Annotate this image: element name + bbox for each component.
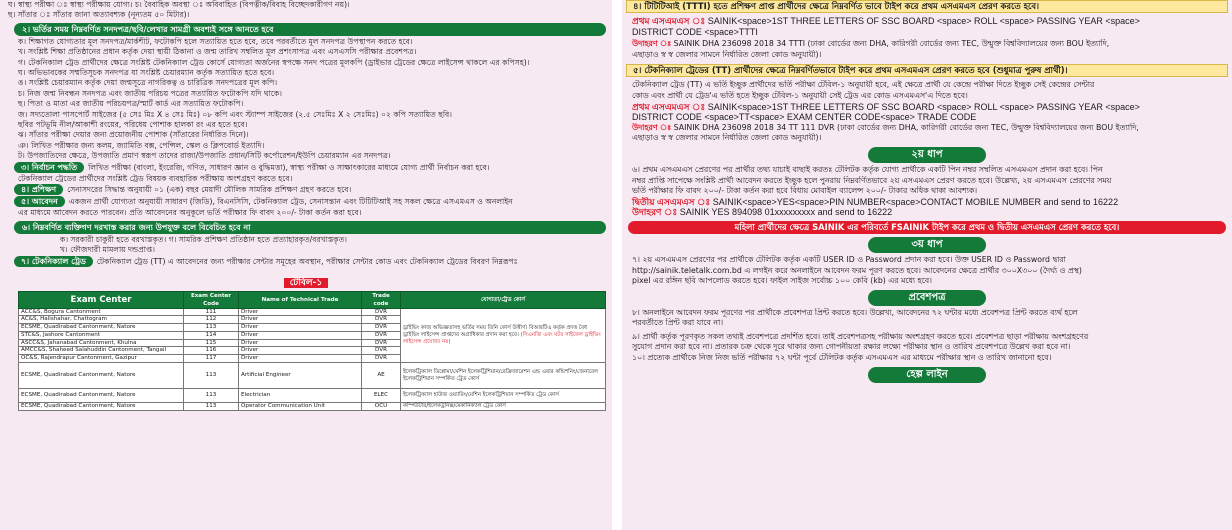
tt-example-line [622, 123, 1232, 134]
cell-trade: Artificial Engineer [239, 363, 362, 389]
eligibility-swimming-line: ছ। সাঁতার ঃ সাঁতার জানা অত্যাবশ্যক (নূন্যতম ৫০ মিটার)। [8, 10, 190, 20]
cell-trade-code: OCU [362, 403, 401, 411]
list-item: ক। শিক্ষাগত যোগ্যতার মূল সনদপত্র/মার্কশীট, ফটোকপি হলে সত্যায়িত হতে হবে, তবে পরবর্তীতে মূল সনদপত্র উপস্থাপন করতে হবে। [18, 36, 413, 46]
second-sms-format: SAINIK<space>YES<space>PIN NUMBER<space>CONTACT MOBILE NUMBER and send to 16222 [712, 196, 1119, 207]
documents-section-title: ২। ভর্তির সময় নিম্নবর্ণিত সনদপত্র/ছবি/লেখার সামগ্রী অবশ্যই সঙ্গে আনতে হবে [14, 23, 606, 36]
cell-center: AMCC&S, Shaheed Salahuddin Cantonment, Tangail [19, 347, 184, 355]
selection-process-row [14, 162, 612, 174]
list-item: ঝ। সাঁতার পরীক্ষা দেয়ার জন্য প্রয়োজনীয় পোশাক (সাঁতারের নির্ধারিত দিনে)। [18, 130, 249, 140]
technical-trade-label: ৭। টেকনিক্যাল ট্রেড [14, 256, 93, 267]
step-3-text: ৭। ২য় এসএমএস প্রেরণের পর প্রার্থীকে টেলিটক কর্তৃক একটি USER ID ও Password প্রদান করা হবে। উক্ত USER ID ও Password দ্বারা [632, 254, 1066, 264]
cell-center-code: 113 [184, 389, 239, 403]
table-row [19, 363, 606, 389]
cell-trade-code: DVR [362, 308, 401, 316]
list-item: ঞ। লিখিত পরীক্ষার জন্য কলম, জ্যামিতি বক্স, পেন্সিল, স্কেল ও ক্লিপবোর্ড ইত্যাদি। [18, 140, 265, 150]
cell-trade-code: DVR [362, 316, 401, 324]
female-candidates-notice: মহিলা প্রার্থীদের ক্ষেত্রে SAINIK এর পরিবর্তে FSAINIK টাইপ করে প্রথম ও দ্বিতীয় এসএমএস প্রেরণ করতে হবে। [628, 221, 1226, 234]
selection-process-text-2: টেকনিক্যাল ট্রেডের প্রার্থীদের সংশ্লিষ্ট ট্রেড বিষয়ক ব্যবহারিক পরীক্ষায় অংশগ্রহণ করতে হবে। [18, 173, 293, 183]
step-3-title: ৩য় ধাপ [868, 237, 986, 253]
list-item: খ। সংশ্লিষ্ট শিক্ষা প্রতিষ্ঠানের প্রধান কর্তৃক দেয়া স্থায়ী ঠিকানা ও জন্ম তারিখ সম্বলিত মূল প্রশংসাপত্র এবং এসএসসি পরীক্ষার প্রবেশপত্র। [18, 47, 417, 57]
admit-card-text: ৮। অনলাইনে আবেদন ফরম পূরণের পর প্রার্থীকে প্রবেশপত্র প্রিন্ট করতে হবে। উল্লেখ্য, আবেদনের ৭২ ঘন্টার মধ্যে প্রবেশপত্র প্রিন্ট করতে ব্যর্থ হলে [632, 307, 1078, 317]
tt-format: SAINIK<space>1ST THREE LETTERS OF SSC BOARD <space> ROLL <space> PASSING YEAR <space> [707, 101, 1140, 112]
technical-trade-row [14, 256, 612, 268]
step-2-text-2: নম্বর প্রাপ্তি সাপেক্ষে সংশ্লিষ্ট প্রার্থী আবেদন করতে ইচ্ছুক হলে পুনরায় নিম্নবর্ণিতভাবে ২য় এসএমএস প্রেরণ করতে হবে। উল্লেখ্য, ২য় এসএমএস প্রেরণের সময় [632, 175, 1112, 185]
cell-center: ECSME, Quadirabad Cantonment, Natore [19, 363, 184, 389]
column-gutter [612, 0, 622, 530]
cell-center: ECSME, Quadirabad Cantonment, Natore [19, 389, 184, 403]
table-row [19, 308, 606, 316]
driver-note-text: ড্রাইভিং কাজ অভিজ্ঞতাসহ ভর্তির সময় তিনি কোর্স উত্তীর্ণ। বিআরটিএ কর্তৃক প্রদত্ত বৈধ ড্রাইভিং লাইসেন্স প্রাপ্তদের অগ্রাধিকার প্রদান করা হবে। [403, 325, 587, 338]
list-item: ঘ। অভিভাবকের সম্মতিসূচক সনদপত্র যা সংশ্লিষ্ট চেয়ারম্যান কর্তৃক সত্যায়িত হতে হবে। [18, 68, 275, 78]
cell-trade-code: DVR [362, 324, 401, 332]
col-trade-code: Trade code [362, 291, 401, 308]
col-exam-center-code: Exam Center Code [184, 291, 239, 308]
table-row [19, 389, 606, 403]
list-item: খ। ফৌজদারী মামলায় দন্ডপ্রাপ্ত। [60, 245, 155, 254]
cell-center-code: 112 [184, 316, 239, 324]
ttti-example-line-2: এছাড়াও স্ব স্ব জেলার সামনে নির্ধারিত জেলা কোড অনুযায়ী)। [632, 49, 822, 59]
cell-center-code: 114 [184, 331, 239, 339]
selection-process-text: লিখিত পরীক্ষা (বাংলা, ইংরেজি, গণিত, সাধারণ জ্ঞান ও বুদ্ধিমত্তা), স্বাস্থ্য পরীক্ষা ও সাক্ষাৎকারের মাধ্যমে যোগ্য প্রার্থী নির্বাচন করা হবে। [88, 162, 490, 172]
cell-ae-note: ইলেকট্রিক্যাল ডিপ্লোমা/মেশিন ইলেকট্রিশিয়ান/রেফ্রিজারেশন এন্ড এয়ার কন্ডিশনিং/জেনারেল ইলেকট্রিশিয়ান সম্পর্কিত ট্রেড কোর্স [401, 363, 606, 389]
cell-trade-code: AE [362, 363, 401, 389]
cell-trade: Driver [239, 316, 362, 324]
cell-center: AC&S, Halishahar, Chattogram [19, 316, 184, 324]
cell-trade: Operator Communication Unit [239, 403, 362, 411]
step-3-text-2: http://sainik.teletalk.com.bd এ লগইন করে অনলাইনে আবেদন ফরম পূরণ করতে হবে। আবেদনের ক্ষেত্রে প্রার্থীর ৩০০X৩০০ (দৈর্ঘ্য ও প্রস্থ) [632, 265, 1082, 275]
selection-process-label: ৩। নির্বাচন পদ্ধতি [14, 162, 84, 173]
ineligible-section-title: ৬। নিম্নবর্ণিত ব্যক্তিগণ দরখাস্ত করার জন্য উপযুক্ত বলে বিবেচিত হবে না [14, 221, 606, 234]
tt-format-line-2: DISTRICT CODE <space>TT<space> EXAM CENTER CODE<space> TRADE CODE [632, 112, 977, 123]
cell-center-code: 115 [184, 339, 239, 347]
list-item: ঙ। সংশ্লিষ্ট চেয়ারম্যান কর্তৃক দেয়া জন্মসূত্রে নাগরিকত্ব ও চারিত্রিক সনদপত্রের মূল কপি। [18, 78, 278, 88]
cell-center-code: 113 [184, 324, 239, 332]
cell-trade: Driver [239, 324, 362, 332]
admit-card-text-4: সুযোগ প্রদান করা হবে না। প্রতারক চক্র থেকে দূরে থাকার জন্য গোপনীয়তা রক্ষার লক্ষ্যে পরীক্ষার স্থান ও তারিখ প্রবেশপত্রে উল্লেখ করা হবে না। [632, 342, 1071, 352]
left-column [0, 0, 612, 530]
list-item: চ। নিজ জন্ম নিবন্ধন সনদপত্র এবং জাতীয় পরিচয় পত্রের সত্যায়িত ফটোকপি যদি থাকে। [18, 88, 282, 98]
cell-trade: Driver [239, 347, 362, 355]
cell-center-code: 113 [184, 403, 239, 411]
second-sms-example: SAINIK YES 894098 01xxxxxxxxx and send to 16222 [679, 207, 893, 218]
cell-trade-code: DVR [362, 355, 401, 363]
list-item: ট। উপজাতিদের ক্ষেত্রে, উপজাতি প্রমাণ স্বরূপ তাদের রাজা/উপজাতি প্রধান/সিটি কর্পোরেশন/ইউপি চেয়ারম্যান এর সনদপত্র। [18, 151, 391, 161]
cell-trade: Electrician [239, 389, 362, 403]
cell-trade-code: DVR [362, 331, 401, 339]
technical-trade-text: টেকনিক্যাল ট্রেড (TT) এ আবেদনের জন্য পরীক্ষার সেন্টার সমূহের অবস্থান, পরীক্ষার সেন্টার কোড এবং টেকনিক্যাল ট্রেডের বিবরণ নিম্নরূপঃ [96, 256, 518, 266]
second-sms-label: দ্বিতীয় এসএমএস ঃ [632, 196, 711, 207]
cell-trade: Driver [239, 339, 362, 347]
cell-center: ECSME, Quadirabad Cantonment, Natore [19, 403, 184, 411]
driver-note-red-text: (সিএনজি এবং মটর সাইকেল ড্রাইভিং লাইসেন্স প্রযোজ্য নয়) [403, 331, 601, 345]
training-label: ৪। প্রশিক্ষণ [14, 184, 63, 195]
step-2-text: ৬। প্রথম এসএমএস প্রেরণের পর প্রার্থীর তথ্য যাচাই বাছাই করতঃ টেলিটক কর্তৃক যোগ্য প্রার্থীকে একটি পিন নম্বর সম্বলিত এসএমএস প্রদান করা হবে। পিন [632, 164, 1103, 174]
example-label: উদাহরণ ঃ [632, 39, 672, 49]
ttti-format: SAINIK<space>1ST THREE LETTERS OF SSC BOARD <space> ROLL <space> PASSING YEAR <space> [707, 16, 1140, 26]
application-text: একজন প্রার্থী যোগ্যতা অনুযায়ী সাধারণ (জিডি), বিএনসিসি, টেকনিক্যাল ট্রেড, সেনাসন্তান এবং টিটিটিআই সহ সকল ক্ষেত্রে এসএমএস ও অনলাইন [68, 197, 513, 207]
eligibility-health-line: ঘ। স্বাস্থ্য পরীক্ষা ঃ স্বাস্থ্য পরীক্ষায় যোগ্য। চ। বৈবাহিক অবস্থা ঃ অবিবাহিত (বিপত্নীক/বিবাহ বিচ্ছেদকারীগণ নয়)। [8, 0, 350, 9]
example-label: উদাহরণ ঃ [632, 122, 672, 132]
list-item: গ। টেকনিক্যাল ট্রেড প্রার্থীদের ক্ষেত্রে সংশ্লিষ্ট টেকনিক্যাল ট্রেড কোর্সে যোগ্যতা অর্জনের স্বপক্ষে সনদ পত্রের মূলকপি (ড্রাইভার ট্রেডের ক্ষেত্রে লাইসেন্স থাকলে এর কপিসহ)। [18, 57, 530, 67]
second-sms-example-line [622, 207, 1232, 218]
step-2-title: ২য় ধাপ [868, 147, 986, 163]
cell-center: ASCC&S, Jahanabad Cantonment, Khulna [19, 339, 184, 347]
admit-card-title: প্রবেশপত্র [868, 290, 986, 306]
admit-card-text-5: ১০। প্রত্যেক প্রার্থীকে নিজ নিজ ভর্তি পরীক্ষার ৭২ ঘন্টা পূর্বে টেলিটক কর্তৃক এসএমএস এর মাধ্যমে পরীক্ষার স্থান ও তারিখ জানানো হবে। [632, 353, 1052, 363]
cell-center-code: 116 [184, 347, 239, 355]
cell-center: ACC&S, Bogura Cantonment [19, 308, 184, 316]
ttti-format-line [622, 16, 1232, 27]
second-sms-line [622, 197, 1232, 208]
cell-driver-note [401, 308, 606, 363]
example-label: উদাহরণ ঃ [632, 207, 678, 218]
admit-card-text-3: ৯। প্রার্থী কর্তৃক পূরণকৃত সকল তথ্যই প্রবেশপত্রে প্রদর্শিত হবে। তাই প্রবেশপত্রসহ পরীক্ষায় অংশগ্রহণ করতে হবে। প্রবেশপত্র ছাড়া পরীক্ষায় অংশগ্রহণের [632, 331, 1089, 341]
table-row [19, 403, 606, 411]
helpline-title: হেল্প লাইন [868, 367, 986, 383]
ttti-format-line-2: DISTRICT CODE <space>TTTI [632, 26, 758, 37]
col-qualification: যোগ্যতা/ট্রেড কোর্স [401, 291, 606, 308]
tt-example-line-2: এছাড়াও স্ব স্ব জেলার সামনে নির্ধারিত জেলা কোড অনুযায়ী)। [632, 133, 822, 143]
cell-center: OC&S, Rajendrapur Cantonment, Gazipur [19, 355, 184, 363]
ttti-section-title: ৪। টিটিটিআই (TTTI) হতে প্রশিক্ষণ প্রাপ্ত প্রার্থীদের ক্ষেত্রে নিম্নবর্ণিত ভাবে টাইপ করে প্রথম এসএমএস প্রেরণ করতে হবে। [626, 0, 1228, 13]
application-row [14, 196, 612, 208]
col-technical-trade: Name of Technical Trade [239, 291, 362, 308]
list-item: জ। সদ্যতোলা পাসপোর্ট সাইজের (৫ সেঃ মিঃ X ৪ সেঃ মিঃ) ০৮ কপি এবং স্ট্যাম্প সাইজের (২.৫ সেঃমিঃ X ২ সেঃমিঃ) ০২ কপি সত্যায়িত ছবি। [18, 109, 452, 119]
col-exam-center: Exam Center [19, 291, 184, 308]
cell-trade: Driver [239, 308, 362, 316]
application-text-2: এর মাধ্যমে আবেদন করতে পারবেন। প্রতি আবেদনের অনুকূলে ভর্তি পরীক্ষার ফি বাবদ ২০০/- টাকা কর্তন করা হবে। [18, 208, 362, 218]
table-title [0, 270, 612, 290]
step-3-text-3: pixel এর রঙ্গিন ছবি আপলোড করতে হবে। ফাইল সাইজ সর্বোচ্চ ১০০ কেবি (kb) এর মধ্যে হবে। [632, 276, 932, 286]
tt-text-2: কোড এবং প্রার্থী যে ট্রেড'এ ভর্তি হতে ইচ্ছুক টেবিল-১ অনুযায়ী সেই ট্রেড এর কোড এসএমএস'এ দিতে হবে। [632, 90, 968, 100]
cell-trade-code: DVR [362, 347, 401, 355]
first-sms-label: প্রথম এসএমএস ঃ [632, 101, 706, 112]
table-title-badge: টেবিল-১ [284, 278, 328, 288]
training-text: সেনাসদরের সিদ্ধান্ত অনুযায়ী ০১ (এক) বছর মেয়াদী মৌলিক সামরিক প্রশিক্ষণ গ্রহণ করতে হবে। [67, 185, 352, 195]
ttti-example-line [622, 39, 1232, 50]
list-item: ছবির পটভূমি নীল/আকাশী রংয়ের, পরিধেয় পোশাক হালকা রং এর হতে হবে। [18, 120, 248, 130]
list-item: ছ। পিতা ও মাতা এর জাতীয় পরিচয়পত্র/স্মার্ট কার্ড এর সত্যায়িত ফটোকপি। [18, 99, 244, 109]
cell-center-code: 117 [184, 355, 239, 363]
cell-center-code: 113 [184, 363, 239, 389]
cell-trade-code: DVR [362, 339, 401, 347]
exam-center-table [18, 291, 606, 411]
cell-center-code: 111 [184, 308, 239, 316]
admit-card-text-2: পরবর্তীতে প্রিন্ট করা যাবে না। [632, 318, 724, 328]
tt-section-title: ৫। টেকনিক্যাল ট্রেডের (TT) প্রার্থীদের ক্ষেত্রে নিম্নবর্ণিতভাবে টাইপ করে প্রথম এসএমএস প্রেরণ করতে হবে (শুধুমাত্র পুরুষ প্রার্থী)। [626, 64, 1228, 77]
cell-trade-code: ELEC [362, 389, 401, 403]
cell-ocu-note: কম্পিউটার/ইলেকট্রনিক্স/মেকানিক্যাল ট্রেড কোর্স [401, 403, 606, 411]
documents-list [0, 37, 612, 162]
table-header-row [19, 291, 606, 308]
cell-elec-note: ইলেকট্রিক্যাল হাউজ ওয়্যারিং/মেশিন ইলেকট্রিশিয়ান সম্পর্কিত ট্রেড কোর্স [401, 389, 606, 403]
list-item: ক। সরকারী চাকুরী হতে বরখাস্তকৃত। গ। সামরিক প্রশিক্ষণ প্রতিষ্ঠান হতে প্রত্যাহারকৃত/বরখাস্তকৃত। [60, 234, 348, 244]
step-2-text-3: ভর্তি পরীক্ষার ফি বাবদ ২০০/- টাকা কর্তন করা হবে বিধায় মোবাইল ব্যালেন্স ২০০/- টাকার অধিক থাকা আবশ্যক। [632, 186, 978, 196]
tt-text: টেকনিক্যাল ট্রেড (TT) এ ভর্তি ইচ্ছুক প্রার্থীদের ভর্তি পরীক্ষা টেবিল-১ অনুযায়ী হবে, এই ক্ষেত্রে প্রার্থী যে কেন্দ্রে পরীক্ষা দিতে ইচ্ছুক সেই কেন্দ্রের সেন্টার [632, 80, 1095, 90]
cell-trade: Driver [239, 355, 362, 363]
tt-format-line [622, 102, 1232, 113]
cell-center: STC&S, Jashore Cantonment [19, 331, 184, 339]
training-row [14, 184, 612, 196]
cell-center: ECSME, Quadirabad Cantonment, Natore [19, 324, 184, 332]
first-sms-label: প্রথম এসএমএস ঃ [632, 16, 706, 26]
ttti-example: SAINIK DHA 236098 2018 34 TTTI (ঢাকা বোর্ডের জন্য DHA, কারিগরী বোর্ডের জন্য TEC, উন্মুক্ত বিশ্ববিদ্যালয়ের জন্য BOU ইত্যাদি, [673, 39, 1110, 49]
application-label: ৫। আবেদন [14, 196, 65, 207]
right-column [622, 0, 1232, 530]
cell-trade: Driver [239, 331, 362, 339]
tt-example: SAINIK DHA 236098 2018 34 TT 111 DVR (ঢাকা বোর্ডের জন্য DHA, কারিগরী বোর্ডের জন্য TEC, উন্মুক্ত বিশ্ববিদ্যালয়ের জন্য BOU ইত্যাদি, [673, 122, 1139, 132]
